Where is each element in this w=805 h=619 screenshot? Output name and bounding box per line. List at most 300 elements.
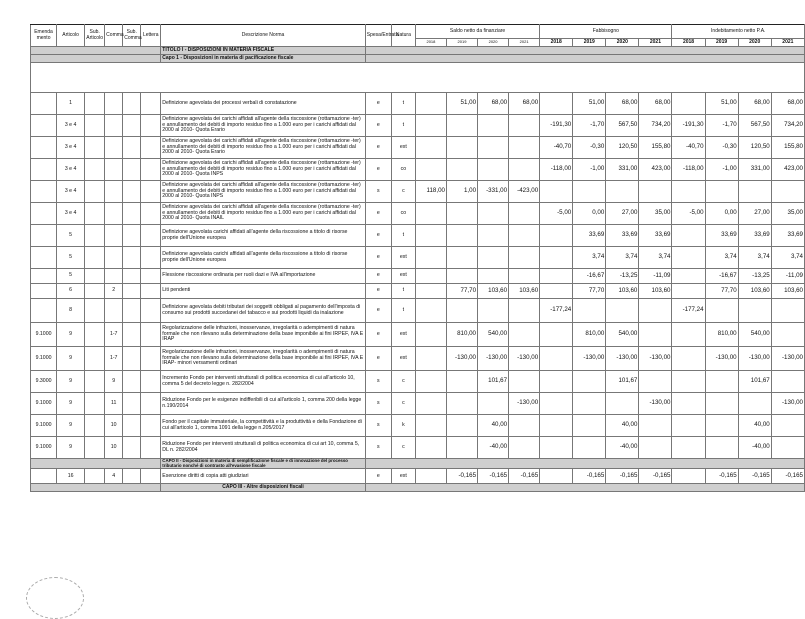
sub-articolo-cell <box>85 371 105 393</box>
spesa-entrata-cell: s <box>365 437 391 459</box>
saldo-value-cell <box>509 269 540 284</box>
ind-value-cell <box>672 347 705 371</box>
table-row <box>31 371 805 393</box>
saldo-value-cell: -130,00 <box>478 347 509 371</box>
descrizione-cell: Fondo per il capitale immateriale, la competitività e la produttività e della Fondazione di cui all'articolo 1, comma 1091 della legge n.205/2017 <box>161 415 366 437</box>
lettera-cell <box>141 269 161 284</box>
blank-cell <box>365 459 804 469</box>
spacer-row <box>31 63 805 93</box>
spesa-entrata-cell: e <box>365 269 391 284</box>
emenda-cell: 9.1000 <box>31 347 57 371</box>
fab-value-cell <box>573 371 606 393</box>
natura-cell: ext <box>391 347 415 371</box>
ind-value-cell: -13,25 <box>738 269 771 284</box>
descrizione-cell: Flessione riscossione ordinaria per ruoli dazi e IVA all'importazione <box>161 269 366 284</box>
emenda-cell <box>31 181 57 203</box>
articolo-cell: 9 <box>57 393 85 415</box>
natura-cell: k <box>391 415 415 437</box>
saldo-value-cell <box>478 393 509 415</box>
spesa-entrata-cell: s <box>365 371 391 393</box>
fab-value-cell <box>639 437 672 459</box>
spesa-entrata-cell: e <box>365 203 391 225</box>
fab-value-cell: -16,67 <box>573 269 606 284</box>
group-indebitamento: Indebitamento netto P.A. <box>672 25 805 39</box>
ind-value-cell <box>705 393 738 415</box>
articolo-cell: 5 <box>57 225 85 247</box>
fab-value-cell <box>540 93 573 115</box>
saldo-value-cell <box>415 115 446 137</box>
lettera-cell <box>141 159 161 181</box>
natura-cell: c <box>391 181 415 203</box>
sub-comma-cell <box>123 415 141 437</box>
table-row <box>31 284 805 299</box>
ind-value-cell: -118,00 <box>672 159 705 181</box>
saldo-value-cell: -423,00 <box>509 181 540 203</box>
ind-value-cell <box>672 415 705 437</box>
ind-value-cell: 331,00 <box>738 159 771 181</box>
sub-comma-cell <box>123 203 141 225</box>
saldo-value-cell <box>446 159 477 181</box>
fab-value-cell: 40,00 <box>606 415 639 437</box>
sub-comma-cell <box>123 469 141 484</box>
fab-value-cell: -5,00 <box>540 203 573 225</box>
table-row <box>31 225 805 247</box>
ind-value-cell: 35,00 <box>771 203 804 225</box>
fab-value-cell <box>540 323 573 347</box>
table-row <box>31 203 805 225</box>
sub-articolo-cell <box>85 284 105 299</box>
comma-cell <box>105 269 123 284</box>
sub-comma-cell <box>123 181 141 203</box>
articolo-cell: 16 <box>57 469 85 484</box>
saldo-value-cell <box>446 393 477 415</box>
natura-cell: ext <box>391 323 415 347</box>
emenda-cell <box>31 269 57 284</box>
year-cell: 2021 <box>771 39 804 47</box>
articolo-cell: 3 e 4 <box>57 115 85 137</box>
comma-cell <box>105 299 123 323</box>
spesa-entrata-cell: s <box>365 181 391 203</box>
saldo-value-cell <box>478 115 509 137</box>
saldo-value-cell <box>415 469 446 484</box>
saldo-value-cell: 68,00 <box>509 93 540 115</box>
saldo-value-cell: 51,00 <box>446 93 477 115</box>
natura-cell: ext <box>391 137 415 159</box>
saldo-value-cell <box>446 269 477 284</box>
fab-value-cell: 68,00 <box>639 93 672 115</box>
saldo-value-cell <box>509 437 540 459</box>
descrizione-cell: Definizione agevolata carichi affidati all'agente della riscossione a titolo di risorse proprie dell'Unione europea <box>161 247 366 269</box>
spesa-entrata-cell: s <box>365 393 391 415</box>
sub-comma-cell <box>123 284 141 299</box>
descrizione-cell: Definizione agevolata carichi affidati all'agente della riscossione a titolo di risorse proprie dell'Unione europea <box>161 225 366 247</box>
group-fabbisogno: Fabbisogno <box>540 25 672 39</box>
ind-value-cell: 103,60 <box>771 284 804 299</box>
ind-value-cell <box>672 393 705 415</box>
ind-value-cell <box>672 323 705 347</box>
sub-articolo-cell <box>85 93 105 115</box>
col-natura: Natura <box>391 25 415 47</box>
ind-value-cell: 3,74 <box>771 247 804 269</box>
comma-cell <box>105 181 123 203</box>
section-capo2 <box>31 459 805 469</box>
fab-value-cell <box>540 269 573 284</box>
saldo-value-cell <box>415 437 446 459</box>
ind-value-cell: 567,50 <box>738 115 771 137</box>
sub-articolo-cell <box>85 415 105 437</box>
ind-value-cell: -0,165 <box>738 469 771 484</box>
natura-cell: ext <box>391 469 415 484</box>
fab-value-cell: -1,70 <box>573 115 606 137</box>
fab-value-cell: -0,165 <box>573 469 606 484</box>
table-row <box>31 115 805 137</box>
saldo-value-cell: 101,67 <box>478 371 509 393</box>
fab-value-cell: 155,80 <box>639 137 672 159</box>
fab-value-cell: -118,00 <box>540 159 573 181</box>
descrizione-cell: Definizione agevolata dei carichi affidati all'agente della riscossione (rottamazione -ter) e annullamento dei debiti di importo residuo fino a 1.000 euro per i carichi affidati dal 2000 al 2010- Quota INPS <box>161 159 366 181</box>
year-cell: 2018 <box>540 39 573 47</box>
ind-value-cell: -0,165 <box>771 469 804 484</box>
section-capo1 <box>31 55 805 63</box>
fab-value-cell: 3,74 <box>639 247 672 269</box>
saldo-value-cell <box>415 269 446 284</box>
saldo-value-cell <box>415 284 446 299</box>
fab-value-cell: 51,00 <box>573 93 606 115</box>
year-cell: 2018 <box>672 39 705 47</box>
articolo-cell: 3 e 4 <box>57 181 85 203</box>
saldo-value-cell: 103,60 <box>478 284 509 299</box>
ind-value-cell: -177,24 <box>672 299 705 323</box>
ind-value-cell: 3,74 <box>705 247 738 269</box>
descrizione-cell: Riduzione Fondo per le esigenze indifferibili di cui all'articolo 1, comma 200 della legge n.190/2014 <box>161 393 366 415</box>
section-titolo <box>31 47 805 55</box>
fab-value-cell: 77,70 <box>573 284 606 299</box>
ind-value-cell <box>672 181 705 203</box>
saldo-value-cell <box>446 225 477 247</box>
articolo-cell: 9 <box>57 437 85 459</box>
sub-articolo-cell <box>85 393 105 415</box>
ind-value-cell <box>672 437 705 459</box>
natura-cell: c <box>391 437 415 459</box>
fab-value-cell <box>639 299 672 323</box>
ind-value-cell <box>672 247 705 269</box>
fab-value-cell: 0,00 <box>573 203 606 225</box>
ind-value-cell: 33,69 <box>738 225 771 247</box>
fab-value-cell: 734,20 <box>639 115 672 137</box>
fab-value-cell <box>540 347 573 371</box>
spesa-entrata-cell: e <box>365 247 391 269</box>
ind-value-cell: 734,20 <box>771 115 804 137</box>
table-row <box>31 159 805 181</box>
ind-value-cell <box>672 269 705 284</box>
saldo-value-cell <box>415 225 446 247</box>
fab-value-cell: 33,69 <box>606 225 639 247</box>
descrizione-cell: Riduzione Fondo per interventi strutturali di politica economica di cui art 10, comma 5, DL n. 282/2004 <box>161 437 366 459</box>
fab-value-cell <box>540 247 573 269</box>
header-row <box>31 25 805 39</box>
saldo-value-cell <box>478 137 509 159</box>
articolo-cell: 3 e 4 <box>57 159 85 181</box>
saldo-value-cell: 68,00 <box>478 93 509 115</box>
ind-value-cell: -40,00 <box>738 437 771 459</box>
spesa-entrata-cell: e <box>365 347 391 371</box>
ind-value-cell <box>705 181 738 203</box>
table-row <box>31 137 805 159</box>
fab-value-cell <box>606 393 639 415</box>
comma-cell: 9 <box>105 371 123 393</box>
descrizione-cell: Definizione agevolata dei carichi affidati all'agente della riscossione (rottamazione -ter) e annullamento dei debiti di importo residuo fino a 1.000 euro per i carichi affidati dal 2000 al 2010- Quota Erario <box>161 115 366 137</box>
saldo-value-cell <box>509 159 540 181</box>
saldo-value-cell <box>446 247 477 269</box>
saldo-value-cell: 77,70 <box>446 284 477 299</box>
fab-value-cell: -0,30 <box>573 137 606 159</box>
lettera-cell <box>141 137 161 159</box>
lettera-cell <box>141 437 161 459</box>
fab-value-cell: 120,50 <box>606 137 639 159</box>
ind-value-cell <box>771 437 804 459</box>
sub-articolo-cell <box>85 347 105 371</box>
ind-value-cell <box>672 469 705 484</box>
spesa-entrata-cell: e <box>365 93 391 115</box>
ind-value-cell: -0,30 <box>705 137 738 159</box>
spesa-entrata-cell: e <box>365 137 391 159</box>
saldo-value-cell <box>509 203 540 225</box>
descrizione-cell: Definizione agevolata dei processi verbali di constatazione <box>161 93 366 115</box>
saldo-value-cell <box>478 269 509 284</box>
natura-cell: t <box>391 299 415 323</box>
emenda-cell: 9.1000 <box>31 415 57 437</box>
natura-cell: co <box>391 203 415 225</box>
natura-cell: co <box>391 159 415 181</box>
spesa-entrata-cell: s <box>365 415 391 437</box>
descrizione-cell: Regolarizzazione delle infrazioni, inosservanze, irregolarità o adempimenti di natura formale che non rilevano sulla determinazione della base imponibile ai fini IRPEF, IVA E IRAP- minori versamenti ordinari <box>161 347 366 371</box>
table-row <box>31 469 805 484</box>
year-cell: 2020 <box>478 39 509 47</box>
saldo-value-cell <box>509 225 540 247</box>
section-title: CAPO II - Disposizioni in materia di semplificazione fiscale e di innovazione del processo tributario nonché di contrasto all'evasione fiscale <box>161 459 366 469</box>
fab-value-cell: -40,00 <box>606 437 639 459</box>
fab-value-cell: -0,165 <box>606 469 639 484</box>
lettera-cell <box>141 284 161 299</box>
emenda-cell: 9.3000 <box>31 371 57 393</box>
lettera-cell <box>141 415 161 437</box>
lettera-cell <box>141 371 161 393</box>
fab-value-cell: 35,00 <box>639 203 672 225</box>
fab-value-cell <box>573 299 606 323</box>
emenda-cell <box>31 159 57 181</box>
fab-value-cell <box>540 393 573 415</box>
year-cell: 2019 <box>573 39 606 47</box>
table-row <box>31 299 805 323</box>
fab-value-cell: -177,24 <box>540 299 573 323</box>
saldo-value-cell <box>509 371 540 393</box>
comma-cell: 10 <box>105 437 123 459</box>
col-sub-comma: Sub. Comma <box>123 25 141 47</box>
saldo-value-cell <box>509 299 540 323</box>
fab-value-cell: -11,09 <box>639 269 672 284</box>
fab-value-cell <box>639 415 672 437</box>
saldo-value-cell <box>415 93 446 115</box>
ind-value-cell: 77,70 <box>705 284 738 299</box>
fab-value-cell: 331,00 <box>606 159 639 181</box>
saldo-value-cell <box>415 247 446 269</box>
saldo-value-cell <box>478 159 509 181</box>
saldo-value-cell: -0,165 <box>446 469 477 484</box>
fab-value-cell <box>540 225 573 247</box>
ind-value-cell: -5,00 <box>672 203 705 225</box>
fab-value-cell: 33,69 <box>573 225 606 247</box>
saldo-value-cell <box>446 137 477 159</box>
descrizione-cell: Definizione agevolata dei carichi affidati all'agente della riscossione (rottamazione -ter) e annullamento dei debiti di importo residuo fino a 1.000 euro per i carichi affidati dal 2000 al 2010- Quota INPS <box>161 181 366 203</box>
sub-comma-cell <box>123 137 141 159</box>
saldo-value-cell: -0,165 <box>478 469 509 484</box>
ind-value-cell <box>771 181 804 203</box>
descrizione-cell: Regolarizzazione delle infrazioni, inosservanze, irregolarità o adempimenti di natura formale che non rilevano sulla determinazione della base imponibile ai fini IRPEF, IVA E IRAP <box>161 323 366 347</box>
col-emenda: Emenda mento <box>31 25 57 47</box>
fab-value-cell: 103,60 <box>606 284 639 299</box>
saldo-value-cell <box>478 203 509 225</box>
saldo-value-cell: -331,00 <box>478 181 509 203</box>
ind-value-cell: 540,00 <box>738 323 771 347</box>
natura-cell: t <box>391 284 415 299</box>
spesa-entrata-cell: e <box>365 225 391 247</box>
saldo-value-cell <box>478 225 509 247</box>
ind-value-cell: -1,00 <box>705 159 738 181</box>
sub-articolo-cell <box>85 269 105 284</box>
fiscal-table-sheet <box>30 24 805 554</box>
articolo-cell: 3 e 4 <box>57 203 85 225</box>
emenda-cell <box>31 284 57 299</box>
ind-value-cell: 3,74 <box>738 247 771 269</box>
ind-value-cell: 101,67 <box>738 371 771 393</box>
fab-value-cell: -40,70 <box>540 137 573 159</box>
sub-comma-cell <box>123 347 141 371</box>
sub-comma-cell <box>123 299 141 323</box>
ind-value-cell <box>705 299 738 323</box>
saldo-value-cell <box>415 299 446 323</box>
saldo-value-cell <box>415 137 446 159</box>
ind-value-cell: 33,69 <box>771 225 804 247</box>
fab-value-cell <box>540 437 573 459</box>
spesa-entrata-cell: e <box>365 284 391 299</box>
lettera-cell <box>141 347 161 371</box>
fab-value-cell: 27,00 <box>606 203 639 225</box>
sub-articolo-cell <box>85 323 105 347</box>
round-stamp <box>26 577 84 619</box>
year-cell: 2019 <box>705 39 738 47</box>
ind-value-cell <box>738 299 771 323</box>
col-descrizione: Descrizione Norma <box>161 25 366 47</box>
comma-cell <box>105 203 123 225</box>
natura-cell: t <box>391 115 415 137</box>
ind-value-cell <box>771 323 804 347</box>
saldo-value-cell <box>446 437 477 459</box>
sub-comma-cell <box>123 115 141 137</box>
fab-value-cell <box>606 181 639 203</box>
sub-comma-cell <box>123 371 141 393</box>
comma-cell <box>105 137 123 159</box>
fab-value-cell: 68,00 <box>606 93 639 115</box>
sub-articolo-cell <box>85 247 105 269</box>
sub-comma-cell <box>123 159 141 181</box>
saldo-value-cell: 103,60 <box>509 284 540 299</box>
fab-value-cell: -1,00 <box>573 159 606 181</box>
ind-value-cell: -40,70 <box>672 137 705 159</box>
ind-value-cell: 155,80 <box>771 137 804 159</box>
col-comma: Comma <box>105 25 123 47</box>
lettera-cell <box>141 323 161 347</box>
emenda-cell: 9.1000 <box>31 323 57 347</box>
saldo-value-cell <box>415 203 446 225</box>
emenda-cell <box>31 203 57 225</box>
lettera-cell <box>141 115 161 137</box>
comma-cell: 4 <box>105 469 123 484</box>
emenda-cell <box>31 225 57 247</box>
comma-cell <box>105 247 123 269</box>
sub-articolo-cell <box>85 137 105 159</box>
fab-value-cell <box>573 393 606 415</box>
sub-articolo-cell <box>85 299 105 323</box>
fab-value-cell: -130,00 <box>639 393 672 415</box>
descrizione-cell: Liti pendenti <box>161 284 366 299</box>
emenda-cell: 9.1000 <box>31 393 57 415</box>
table-row <box>31 93 805 115</box>
saldo-value-cell <box>415 393 446 415</box>
col-spesa-entrata: Spesa/Entrata <box>365 25 391 47</box>
articolo-cell: 5 <box>57 247 85 269</box>
fab-value-cell: 3,74 <box>606 247 639 269</box>
fab-value-cell: -130,00 <box>606 347 639 371</box>
fab-value-cell <box>606 299 639 323</box>
ind-value-cell <box>771 299 804 323</box>
ind-value-cell <box>705 371 738 393</box>
articolo-cell: 1 <box>57 93 85 115</box>
table-row <box>31 415 805 437</box>
saldo-value-cell: 118,00 <box>415 181 446 203</box>
ind-value-cell: 33,69 <box>705 225 738 247</box>
section-title: CAPO III - Altre disposizioni fiscali <box>161 484 366 492</box>
articolo-cell: 9 <box>57 371 85 393</box>
sub-comma-cell <box>123 323 141 347</box>
emenda-cell: 9.1000 <box>31 437 57 459</box>
saldo-value-cell <box>415 415 446 437</box>
saldo-value-cell: -130,00 <box>509 347 540 371</box>
spesa-entrata-cell: e <box>365 159 391 181</box>
lettera-cell <box>141 469 161 484</box>
saldo-value-cell <box>446 115 477 137</box>
sub-articolo-cell <box>85 181 105 203</box>
fab-value-cell <box>573 415 606 437</box>
ind-value-cell: 27,00 <box>738 203 771 225</box>
saldo-value-cell <box>446 203 477 225</box>
comma-cell: 1-7 <box>105 347 123 371</box>
saldo-value-cell: -40,00 <box>478 437 509 459</box>
saldo-value-cell: 40,00 <box>478 415 509 437</box>
blank-cell <box>31 484 161 492</box>
emenda-cell <box>31 469 57 484</box>
ind-value-cell <box>672 93 705 115</box>
natura-cell: ext <box>391 247 415 269</box>
saldo-value-cell <box>415 159 446 181</box>
lettera-cell <box>141 393 161 415</box>
articolo-cell: 9 <box>57 323 85 347</box>
ind-value-cell <box>771 371 804 393</box>
sub-comma-cell <box>123 393 141 415</box>
emenda-cell <box>31 137 57 159</box>
fab-value-cell <box>639 323 672 347</box>
saldo-value-cell <box>446 371 477 393</box>
ind-value-cell: 120,50 <box>738 137 771 159</box>
